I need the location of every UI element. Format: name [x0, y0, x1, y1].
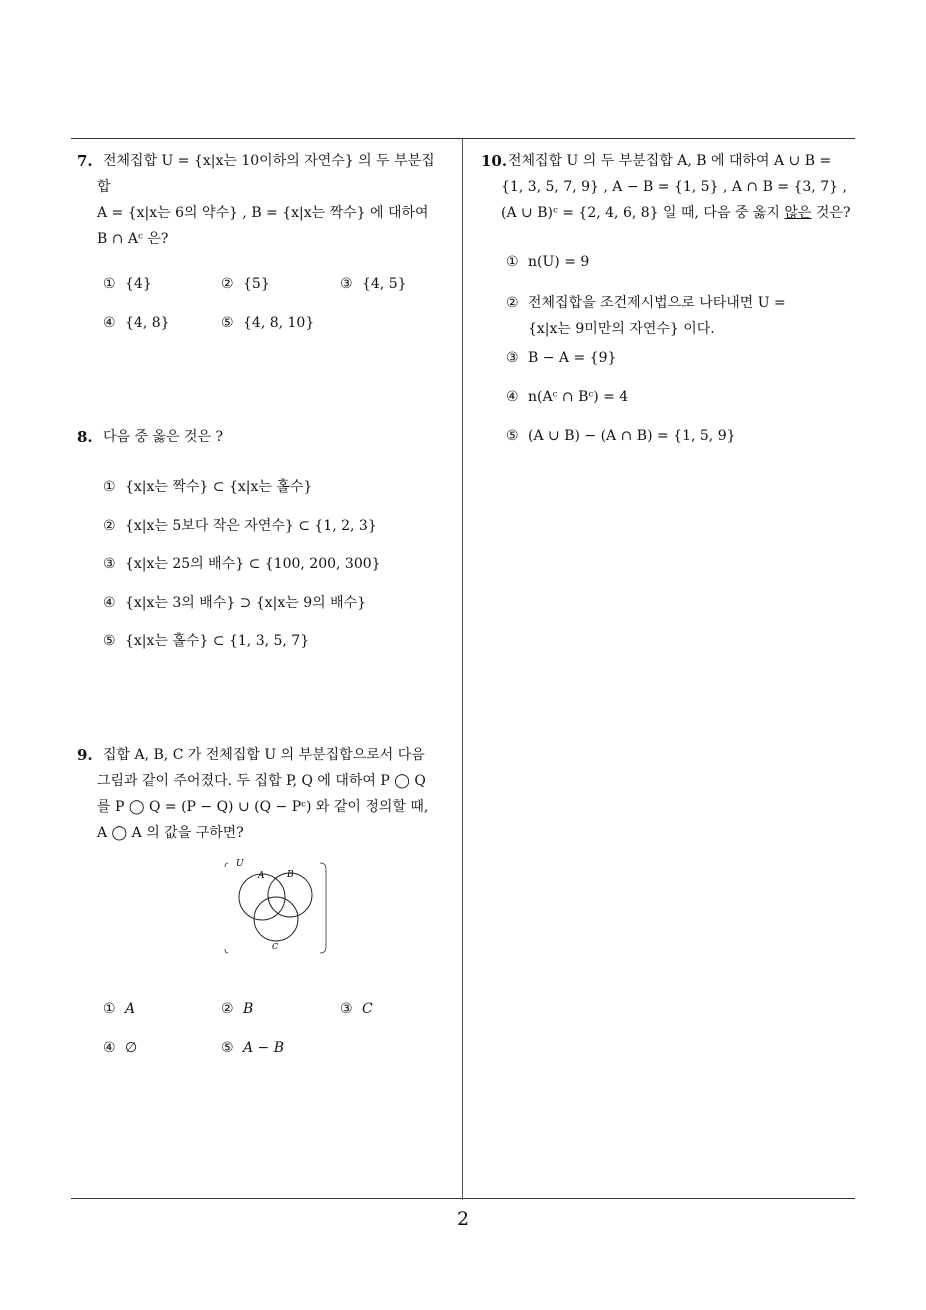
choice-5[interactable]: ⑤ {4, 8, 10} [221, 315, 315, 331]
venn-label-a: A [258, 871, 265, 881]
choice-4[interactable]: ④ ∅ [103, 1040, 138, 1056]
choice-4[interactable]: ④ {4, 8} [103, 315, 170, 331]
choice-5[interactable]: ⑤ (A ∪ B) − (A ∩ B) = {1, 5, 9} [506, 428, 736, 444]
choice-1[interactable]: ① n(U) = 9 [506, 254, 590, 270]
question-text: 그림과 같이 주어졌다. 두 집합 P, Q 에 대하여 P ◯ Q [97, 773, 426, 789]
choice-3[interactable]: ③ C [340, 1001, 373, 1017]
top-rule [71, 138, 855, 139]
choice-4[interactable]: ④ n(Aᶜ ∩ Bᶜ) = 4 [506, 389, 629, 405]
question-9 [77, 742, 457, 846]
question-7 [77, 148, 457, 252]
question-10 [481, 148, 859, 226]
choice-2[interactable]: ② {5} [221, 276, 270, 292]
question-text: A = {x|x는 6의 약수} , B = {x|x는 짝수} 에 대하여 [97, 205, 429, 221]
choice-2[interactable]: ② 전체집합을 조건제시법으로 나타내면 U = [506, 295, 786, 311]
choice-2[interactable]: ② {x|x는 5보다 작은 자연수} ⊂ {1, 2, 3} [103, 518, 377, 534]
venn-label-c: C [272, 942, 279, 951]
choice-4[interactable]: ④ {x|x는 3의 배수} ⊃ {x|x는 9의 배수} [103, 595, 367, 611]
choice-3[interactable]: ③ {x|x는 25의 배수} ⊂ {100, 200, 300} [103, 556, 381, 572]
choice-2[interactable]: ② B [221, 1001, 254, 1017]
question-text: 전체집합 U 의 두 부분집합 A, B 에 대하여 A ∪ B = [508, 153, 832, 169]
bottom-rule [71, 1198, 855, 1199]
question-number: 10. [481, 152, 508, 170]
venn-label-b: B [287, 870, 294, 880]
choice-5[interactable]: ⑤ {x|x는 홀수} ⊂ {1, 3, 5, 7} [103, 633, 310, 649]
venn-diagram [220, 855, 332, 957]
choice-2-continuation: {x|x는 9미만의 자연수} 이다. [528, 321, 715, 337]
question-text: 합 [97, 179, 111, 195]
venn-label-u: U [236, 859, 244, 869]
choice-1[interactable]: ① {x|x는 짝수} ⊂ {x|x는 홀수} [103, 479, 313, 495]
underlined-word: 않은 [784, 205, 812, 221]
question-text: 전체집합 U = {x|x는 10이하의 자연수} 의 두 부분집 [103, 153, 435, 169]
choice-3[interactable]: ③ {4, 5} [340, 276, 407, 292]
page-number: 2 [456, 1208, 470, 1230]
choice-3[interactable]: ③ B − A = {9} [506, 350, 617, 366]
question-number: 7. [77, 152, 93, 170]
question-number: 9. [77, 746, 93, 764]
question-text: B ∩ Aᶜ 은? [97, 231, 169, 247]
question-text: 를 P ◯ Q = (P − Q) ∪ (Q − Pᶜ) 와 같이 정의할 때, [97, 799, 429, 815]
question-text: 다음 중 옳은 것은 ? [103, 429, 223, 445]
question-text: (A ∪ B)ᶜ = {2, 4, 6, 8} 일 때, 다음 중 옳지 않은 것은? [501, 205, 851, 221]
question-text: {1, 3, 5, 7, 9} , A − B = {1, 5} , A ∩ B = {3, 7} , [501, 179, 847, 195]
question-8 [77, 424, 457, 450]
question-number: 8. [77, 428, 93, 446]
choice-1[interactable]: ① {4} [103, 276, 152, 292]
choice-5[interactable]: ⑤ A − B [221, 1040, 285, 1056]
question-text: A ◯ A 의 값을 구하면? [97, 825, 244, 841]
question-text: 집합 A, B, C 가 전체집합 U 의 부분집합으로서 다음 [103, 747, 425, 763]
choice-1[interactable]: ① A [103, 1001, 136, 1017]
column-divider [462, 138, 463, 1200]
